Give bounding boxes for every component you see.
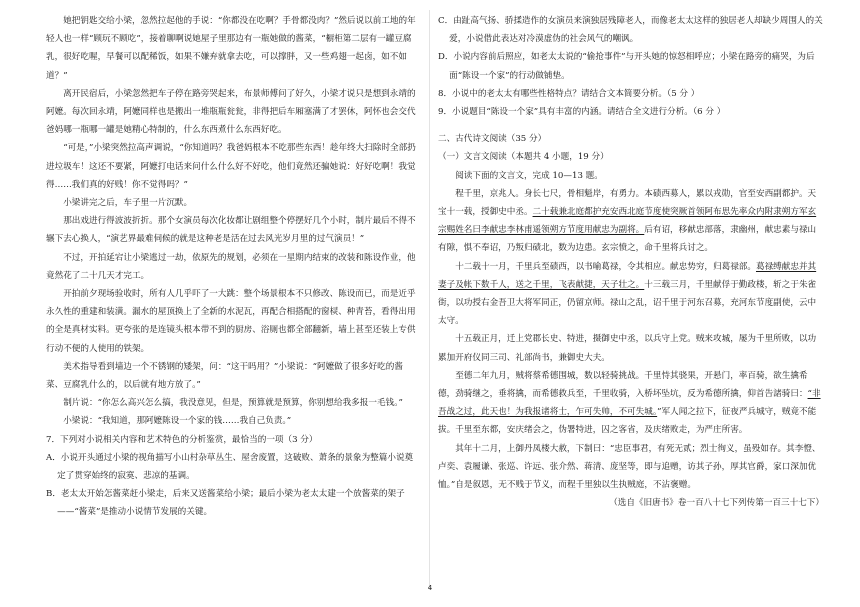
passage-text: 至德二年九月，贼将蔡希德围城，数以轻骑挑战。千里恃其骁果，开悬门，率百骑，欲生擒希德，劲骑继之，垂将擒，而希德救兵至，千里收骑，入桥坏坠坑，反为希德所擒，仰首告諸骑曰： (438, 370, 808, 400)
question-7-option-a: A．小说开头通过小梁的视角描写小山村杂草丛生、屋舍废置，这破败、萧条的景象为整篇小说奠定了贯穿始终的寂寞、悲凉的基调。 (46, 452, 414, 482)
question-7: 7．下列对小说相关内容和艺术特色的分析鉴赏，最恰当的一项（3 分） (46, 434, 318, 445)
source-citation: （选自《旧唐书》卷一百八十七下列传第一百三十七下） (609, 498, 824, 509)
question-7-option-d: D．小说内容前后照应，如老太太说的“偷抢事件”与开头她的惊怒相呼应；小梁在路旁的痛哭，为后面“陈设一个家”的行动做铺垫。 (438, 52, 815, 81)
reading-instruction: 阅读下面的文言文，完成 10—13 题。 (455, 170, 603, 181)
story-paragraph: 开拍前夕现场验收时，所有人几乎吓了一大跳：整个场景根本不只修改、陈设而已，而是近乎永久性的重建和装潢。漏水的屋顶换上了全新的水泥瓦，再配合相搭配的窗棂、种青苔，看得出用的全是真材实料。更夸张的是连镜头根本带不到的厨房、浴厕也都全部翻新，墙上甚至还装上专供行动不便的人使用的铁架。 (46, 289, 416, 354)
story-paragraph: 她把钥匙交给小梁，忽然拉起他的手说：“你都没在吃啊？手骨都没肉？”然后说以前工地的年轻人也一样“顾玩不顾吃”，接着聊啊说她屋子里那边有一瓶她做的酱菜，“橱柜第二层有一罐豆腐乳，很好吃喔，早餐可以配稀饭，如果不嫌弃就拿去吃，可以撑胖，又一些鸡翅一起卤，如不如道？” (46, 16, 416, 81)
question-9: 9．小说题目“陈设一个家”具有丰富的内涵。请结合全文进行分析。（6 分 ） (438, 107, 726, 118)
section-heading: 二、古代诗文阅读（35 分） (438, 134, 547, 145)
classical-paragraph: 其年十二月，上御丹凤楼大赦，下制曰：“忠臣事君，有死无贰；烈士徇义，虽殁如存。其李憕、卢奕、袁履谦、张巡、许远、张介然、蒋清、庞坚等，即与追赠，访其子孙，厚其官爵，家口深加优恤。”自是叙恩，无不贱于节义，而程千里独以生执贼庭，不沾褒赠。 (438, 443, 821, 491)
passage-text: ”军人闻之拉下，征夜严兵城守，贼竟不能拔。千里至东都，安庆绪会之，伪署特进，囚之客省，及庆绪败走，为严庄所害。 (438, 407, 817, 436)
question-7-option-c: C．由趾高气扬、骄揉造作的女演员来演独居残障老人，而像老太太这样的独居老人却缺少周围人的关爱，小说借此表达对冷漠虚伪的社会风气的嘲讽。 (438, 16, 823, 45)
classical-paragraph (438, 258, 824, 331)
story-paragraph: “可是，”小梁突然拉高声调说，“你知道吗？我爸妈根本不吃那些东西！趁年终大扫除时全部扔进垃圾车！这还不要紧，阿嬷打电话来问什么什么好不好吃，他们竟然还骗她说：好好吃啊！我觉得……我们真的好贱！你不觉得吗？” (46, 143, 416, 190)
passage-text: 程千里，京兆人。身长七尺，骨相魁岸，有勇力。本碛西募人，累以戎勋，官至安西副都护。天宝十一载，授御史中丞。 (438, 188, 817, 218)
classical-paragraph (438, 367, 824, 440)
question-7-option-b: B．老太太开始怎酱菜赶小梁走，后来又送酱菜给小梁；最后小梁为老太太建一个放酱菜的架子——“酱菜”是推动小说情节发展的关键。 (46, 489, 405, 518)
story-paragraph: 小梁说：“我知道，那阿嬷陈设一个家的钱……我自己负责。” (63, 416, 292, 427)
story-paragraph: 不过，开拍延宕让小梁逃过一劫，依原先的规划，必须在一星期内结束的改装和陈设作业，他竟然花了二十几天才完工。 (46, 252, 416, 281)
right-column (438, 12, 824, 512)
underlined-sentence: “非吾战之过，此天也！为我报诸将士，乍可失帅，不可失城。 (438, 389, 821, 418)
story-paragraph: 离开民宿后，小梁忽然把车子停在路旁哭起来，布景师傅问了好久，小梁才说只是想到永靖的阿嬷。每次回永靖，阿嬷同样也是搬出一堆瓶瓶瓮瓮，非得把后车厢塞满了才罢休，阿怀也会交代爸妈哪一瓶哪一罐是她精心特制的，什么东西煮什么东西好吃。 (46, 88, 416, 136)
underlined-sentence: 二十载兼北庭都护充安西北庭节度使突厥首领阿布思先率众内附隶朔方军玄宗赐姓名曰李献忠李林甫遥领朔方节度用献忠为副将。 (438, 207, 817, 236)
passage-text: 十三载三月，千里献俘于勤政楼，斩之于朱雀街，以功授右金吾卫大将军同正，仍留京师。禄山之乱，诏千里于河东召募，充河东节度副使，云中太守。 (438, 279, 817, 327)
question-8: 8．小说中的老太太有哪些性格特点？请结合文本简要分析。（5 分 ） (438, 88, 700, 99)
story-paragraph: 美术指导看到墙边一个不锈钢的矮架，问：“这干吗用？”小梁说：“阿嬷做了很多好吃的酱菜、豆腐乳什么的，以后就有地方放了。” (46, 361, 403, 391)
passage-text: 后有诏，移献忠部落，隶幽州，献忠素与禄山有隙，惧不奉诏，乃叛归碛北，数为边患。玄宗愤之，命千里将兵讨之。 (438, 225, 817, 254)
passage-text: 十二载十一月，千里兵至碛西，以书喻葛禄，令其相应。献忠势穷，归葛禄部。 (455, 261, 756, 272)
left-column (46, 12, 418, 522)
column-divider (429, 10, 430, 590)
classical-paragraph: 十五载正月，迁上党郡长史、特进，摄御史中丞，以兵守上党。贼来攻城，屡为千里所败，以功累加开府仪同三司、礼部尚书，兼御史大夫。 (438, 334, 817, 363)
subsection-heading: （一）文言文阅读（本题共 4 小题，19 分） (438, 152, 609, 163)
underlined-sentence: 葛禄缚献忠并其妻子及帐下数千人，送之千里，飞表献捷，天子壮之。 (438, 261, 817, 290)
story-paragraph: 小梁讲完之后，车子里一片沉默。 (63, 198, 193, 209)
story-paragraph: 那出戏进行得波波折折。那个女演员每次化妆都让剧组整个停摆好几个小时，制片最后不得不辗下去心换人，“演艺界最难伺候的就是这种老是活在过去风光岁月里的过气演员！” (46, 216, 416, 245)
story-paragraph: 制片说：“你怎么高兴怎么搞，我没意见，但是，预算就是预算，你别想给我多报一毛钱。” (63, 398, 403, 409)
page-number: 4 (427, 584, 433, 592)
classical-paragraph (438, 185, 824, 258)
